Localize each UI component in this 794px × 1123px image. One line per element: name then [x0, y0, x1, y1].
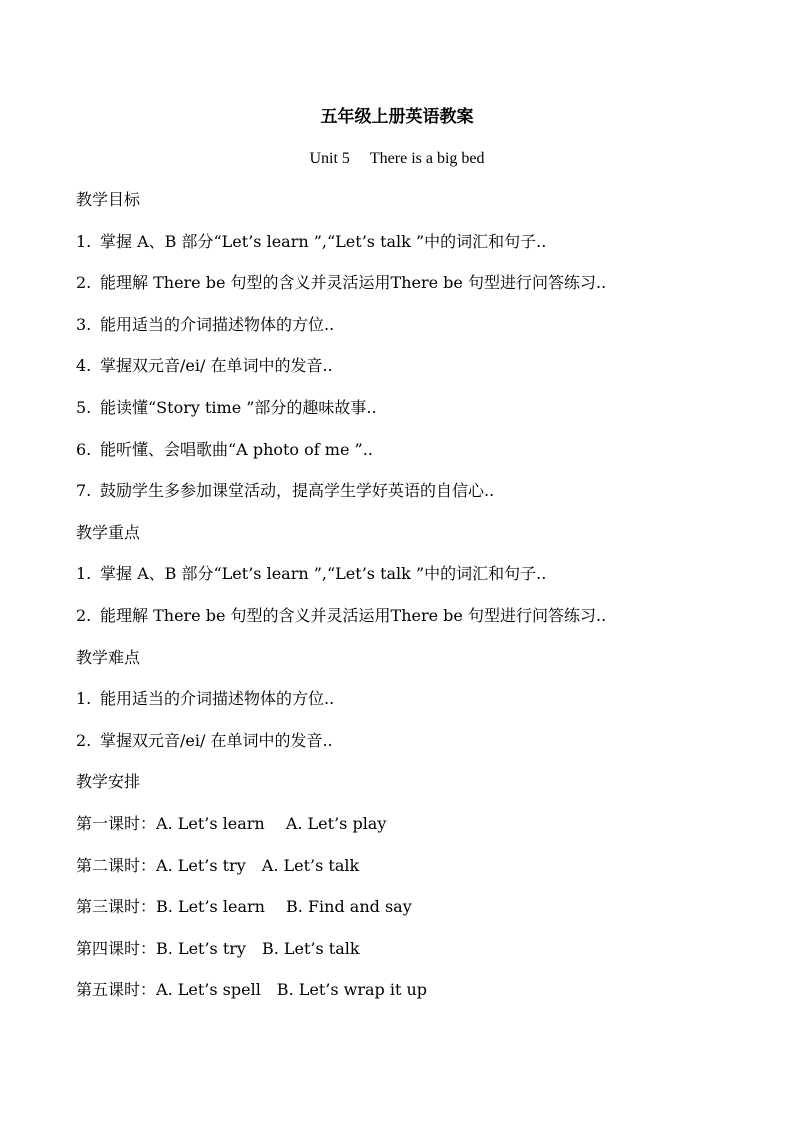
unit-label: Unit 5	[309, 150, 350, 167]
lesson-label: 第三课时：	[76, 897, 157, 917]
item-number: 2.	[76, 273, 92, 293]
document-body	[76, 186, 736, 1018]
item-text: 掌握双元音/ei/ 在单词中的发音..	[100, 730, 333, 750]
lesson-content: A. Let’s try A. Let’s talk	[156, 855, 360, 875]
item-text: 能理解 There be 句型的含义并灵活运用There be 句型进行问答练习..	[100, 273, 607, 293]
section-heading-objectives: 教学目标	[76, 190, 141, 209]
section-heading-difficulties: 教学难点	[76, 647, 141, 667]
list-item	[76, 436, 736, 478]
item-text: 掌握 A、B 部分“Let’s learn ”,“Let’s talk ”中的词汇和句子..	[100, 231, 547, 251]
section-heading-key-points: 教学重点	[76, 522, 141, 542]
item-number: 2.	[76, 605, 92, 625]
item-number: 1.	[76, 231, 92, 251]
list-item	[76, 311, 736, 353]
document-subtitle	[0, 145, 794, 173]
lesson-label: 第二课时：	[76, 855, 157, 875]
item-number: 1.	[76, 689, 92, 709]
lesson-content: A. Let’s learn A. Let’s play	[156, 813, 387, 833]
list-item	[76, 477, 736, 519]
item-number: 1.	[76, 564, 92, 584]
item-number: 4.	[76, 356, 92, 376]
list-item	[76, 269, 736, 311]
schedule-row	[76, 935, 736, 977]
item-text: 能用适当的介词描述物体的方位..	[100, 314, 335, 334]
lesson-label: 第四课时：	[76, 938, 157, 958]
item-text: 能读懂“Story time ”部分的趣味故事..	[100, 397, 377, 417]
item-number: 5.	[76, 397, 92, 417]
unit-topic: There is a big bed	[369, 150, 485, 167]
item-number: 7.	[76, 481, 92, 501]
lesson-content: A. Let’s spell B. Let’s wrap it up	[156, 980, 428, 1000]
schedule-row	[76, 852, 736, 894]
list-item	[76, 685, 736, 727]
item-text: 能听懂、会唱歌曲“A photo of me ”..	[100, 439, 373, 459]
list-item	[76, 228, 736, 270]
document-title: 五年级上册英语教案	[320, 107, 474, 127]
list-item	[76, 602, 736, 644]
list-item	[76, 394, 736, 436]
item-text: 能理解 There be 句型的含义并灵活运用There be 句型进行问答练习..	[100, 605, 607, 625]
lesson-label: 第五课时：	[76, 980, 157, 1000]
list-item	[76, 352, 736, 394]
section-heading-schedule: 教学安排	[76, 772, 141, 792]
item-number: 6.	[76, 439, 92, 459]
schedule-row	[76, 976, 736, 1018]
list-item	[76, 727, 736, 769]
schedule-row	[76, 893, 736, 935]
list-item	[76, 560, 736, 602]
item-text: 掌握双元音/ei/ 在单词中的发音..	[100, 356, 333, 376]
item-number: 3.	[76, 314, 92, 334]
item-number: 2.	[76, 730, 92, 750]
lesson-content: B. Let’s try B. Let’s talk	[156, 938, 360, 958]
lesson-label: 第一课时：	[76, 813, 157, 833]
lesson-content: B. Let’s learn B. Find and say	[156, 897, 412, 917]
item-text: 能用适当的介词描述物体的方位..	[100, 689, 335, 709]
schedule-row	[76, 810, 736, 852]
item-text: 掌握 A、B 部分“Let’s learn ”,“Let’s talk ”中的词汇和句子..	[100, 564, 547, 584]
item-text: 鼓励学生多参加课堂活动，提高学生学好英语的自信心..	[100, 481, 495, 501]
